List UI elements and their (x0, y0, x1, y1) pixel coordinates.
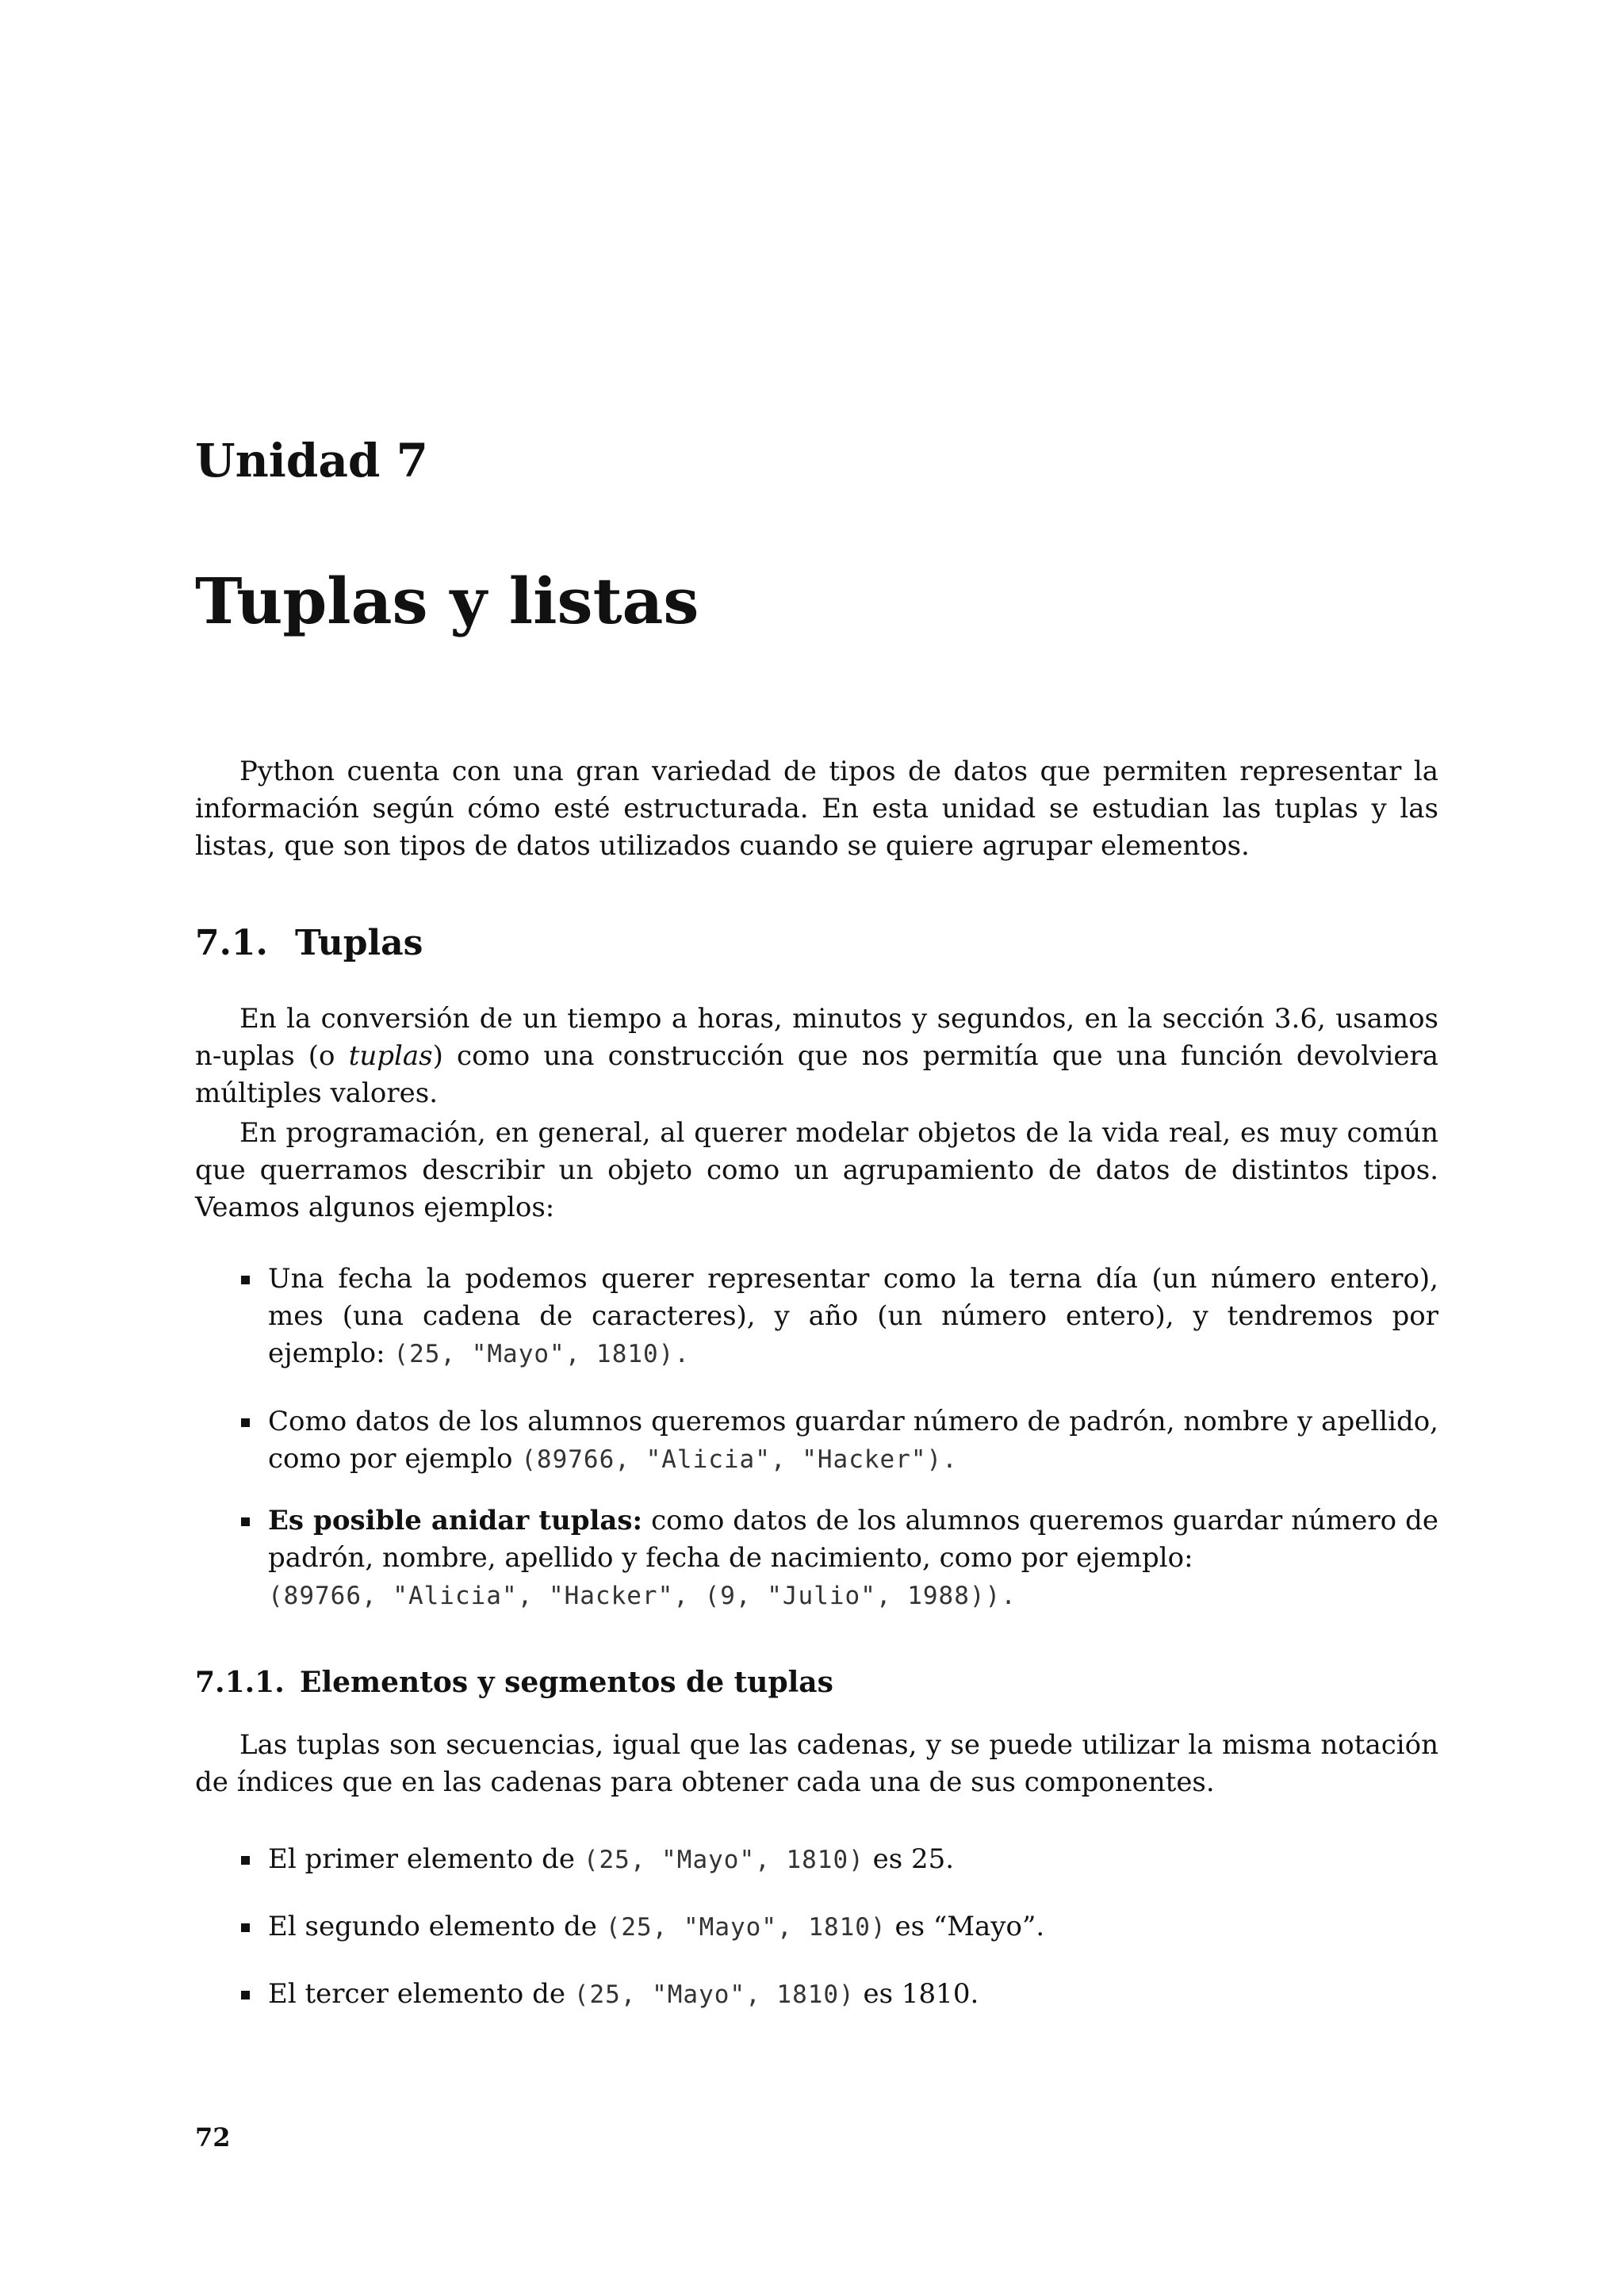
bullet-icon (241, 1856, 250, 1865)
elements-list (195, 1841, 1438, 2043)
list-item-result: es 1810. (854, 1978, 979, 2010)
subsection-title: Elementos y segmentos de tuplas (300, 1666, 833, 1699)
subsection-heading (195, 1668, 833, 1697)
bullet-icon (241, 1923, 250, 1932)
code-snippet: (89766, "Alicia", "Hacker"). (521, 1445, 958, 1474)
list-item-text: Como datos de los alumnos queremos guardar número de padrón, nombre y apellido, como por ejemplo (268, 1406, 1438, 1475)
page-number: 72 (195, 2122, 231, 2152)
intro-paragraph: Python cuenta con una gran variedad de tipos de datos que permiten representar la información según cómo esté estructurada. En esta unidad se estudian las tuplas y las listas, que son tipos de datos utilizados cuando se quiere agrupar elementos. (195, 756, 1438, 862)
code-snippet: (25, "Mayo", 1810) (605, 1913, 887, 1942)
list-item-text: como datos de los alumnos queremos guardar número de padrón, nombre, apellido y fecha de nacimiento, como por ejemplo: (268, 1505, 1438, 1574)
tuplas-paragraph-2: En programación, en general, al querer modelar objetos de la vida real, es muy común que querramos describir un objeto como un agrupamiento de datos de distintos tipos. Veamos algunos ejemplos: (195, 1117, 1438, 1223)
unit-label: Unidad 7 (195, 434, 429, 488)
section-number: 7.1. (195, 923, 268, 963)
bullet-icon (241, 1991, 250, 1999)
section-heading (195, 923, 423, 963)
list-item-result: es 25. (864, 1843, 955, 1875)
list-item-text: El primer elemento de (268, 1843, 584, 1875)
list-item (195, 1841, 1438, 1879)
elements-paragraph: Las tuplas son secuencias, igual que las cadenas, y se puede utilizar la misma notación de índices que en las cadenas para obtener cada una de sus componentes. (195, 1729, 1438, 1798)
code-snippet: (89766, "Alicia", "Hacker", (9, "Julio", 1988)). (268, 1582, 1017, 1610)
list-item-result: es “Mayo”. (886, 1911, 1045, 1942)
list-item-text: El tercer elemento de (268, 1978, 574, 2010)
tuplas-paragraph-1-start: En la conversión de un tiempo a horas, minutos y segundos, en la sección 3.6, usamos n-uplas (o (195, 1003, 1438, 1072)
list-item (195, 1502, 1438, 1615)
subsection-number: 7.1.1. (195, 1666, 285, 1699)
list-item-text: Una fecha la podemos querer representar como la terna día (un número entero), mes (una cadena de caracteres), y año (un número entero), y tendremos por ejemplo: (268, 1263, 1438, 1369)
examples-list (195, 1261, 1438, 1645)
tuplas-paragraph-1-end: ) como una construcción que nos permitía que una función devolviera múltiples valores. (195, 1040, 1438, 1109)
section-title: Tuplas (295, 923, 423, 963)
list-item (195, 1403, 1438, 1479)
tuplas-paragraph-1 (195, 1001, 1438, 1112)
bullet-icon (241, 1418, 250, 1427)
chapter-title: Tuplas y listas (195, 564, 699, 638)
list-item (195, 1976, 1438, 2014)
bullet-icon (241, 1517, 250, 1526)
bullet-icon (241, 1276, 250, 1284)
tuplas-emphasis: tuplas (348, 1040, 433, 1072)
list-item-text: El segundo elemento de (268, 1911, 606, 1942)
code-snippet: (25, "Mayo", 1810). (393, 1340, 691, 1368)
code-snippet: (25, "Mayo", 1810) (583, 1846, 864, 1874)
list-item (195, 1908, 1438, 1946)
list-item-bold-lead: Es posible anidar tuplas: (268, 1505, 643, 1536)
code-snippet: (25, "Mayo", 1810) (573, 1980, 855, 2009)
list-item (195, 1261, 1438, 1373)
